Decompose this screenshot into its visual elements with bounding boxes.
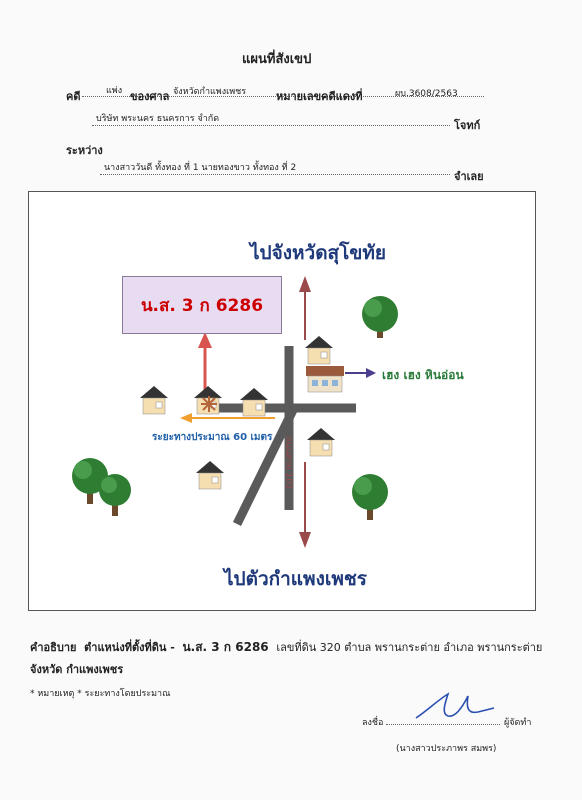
page-title: แผนที่สังเขป <box>242 52 312 67</box>
shop-building <box>306 366 344 392</box>
house <box>240 388 268 416</box>
plot-title: น.ส. 3 ก 6286 <box>140 295 264 316</box>
black-no-label: หมายเลขคดีแดงที่ <box>276 90 363 103</box>
black-no: ผบ.3608/2563 <box>395 89 458 99</box>
house <box>196 461 224 489</box>
neighbor-label: เฮง เฮง หินอ่อน <box>382 368 464 382</box>
north-direction-label: ไปจังหวัดสุโขทัย <box>250 242 387 264</box>
desc-line2: จังหวัด กำแพงเพชร <box>30 663 124 676</box>
defendant-label: จำเลย <box>454 170 484 183</box>
sign-label: ลงชื่อ <box>362 718 384 728</box>
tree-icon <box>99 474 131 516</box>
desc-text: ตำแหน่งที่ตั้งที่ดิน - <box>84 641 175 654</box>
tree-icon <box>362 296 398 338</box>
house <box>307 428 335 456</box>
note: * หมายเหตุ * ระยะทางโดยประมาณ <box>30 689 171 699</box>
south-direction-label: ไปตัวกำแพงเพชร <box>224 568 367 590</box>
plaintiff-name: บริษัท พระนคร ธนครการ จำกัด <box>96 114 220 124</box>
signature-icon <box>408 690 498 724</box>
court-name: จังหวัดกำแพงเพชร <box>173 87 247 97</box>
defendants-names: นางสาววันดี ทั้งทอง ที่ 1 นายทองขาว ทั้งทอง ที่ 2 <box>104 163 297 173</box>
case-label: คดี <box>66 90 81 103</box>
plot-title-box <box>122 276 282 334</box>
south-arrow <box>299 462 311 548</box>
description <box>30 638 542 657</box>
neighbor-arrow <box>345 368 376 378</box>
desc-plot: น.ส. 3 ก 6286 <box>182 640 269 654</box>
court-label: ของศาล <box>130 90 170 103</box>
distance-label: ระยะทางประมาณ 60 เมตร <box>152 432 273 443</box>
tree-icon <box>352 474 388 520</box>
house <box>140 386 168 414</box>
house <box>305 336 333 364</box>
between-label: ระหว่าง <box>66 144 103 157</box>
case-type: แพ่ง <box>106 86 123 96</box>
desc-rest: เลขที่ดิน 320 ตำบล พรานกระต่าย อำเภอ พรานกระต่าย <box>276 641 543 654</box>
signer-name: (นางสาวประภาพร สมพร) <box>396 744 497 754</box>
desc-label: คำอธิบาย <box>30 641 77 654</box>
plot-marker-icon <box>201 396 217 412</box>
signer-role: ผู้จัดทำ <box>504 718 532 728</box>
plaintiff-label: โจทก์ <box>454 119 481 132</box>
north-arrow <box>299 276 311 340</box>
road-label: ถนนสาย 101 <box>283 436 293 490</box>
